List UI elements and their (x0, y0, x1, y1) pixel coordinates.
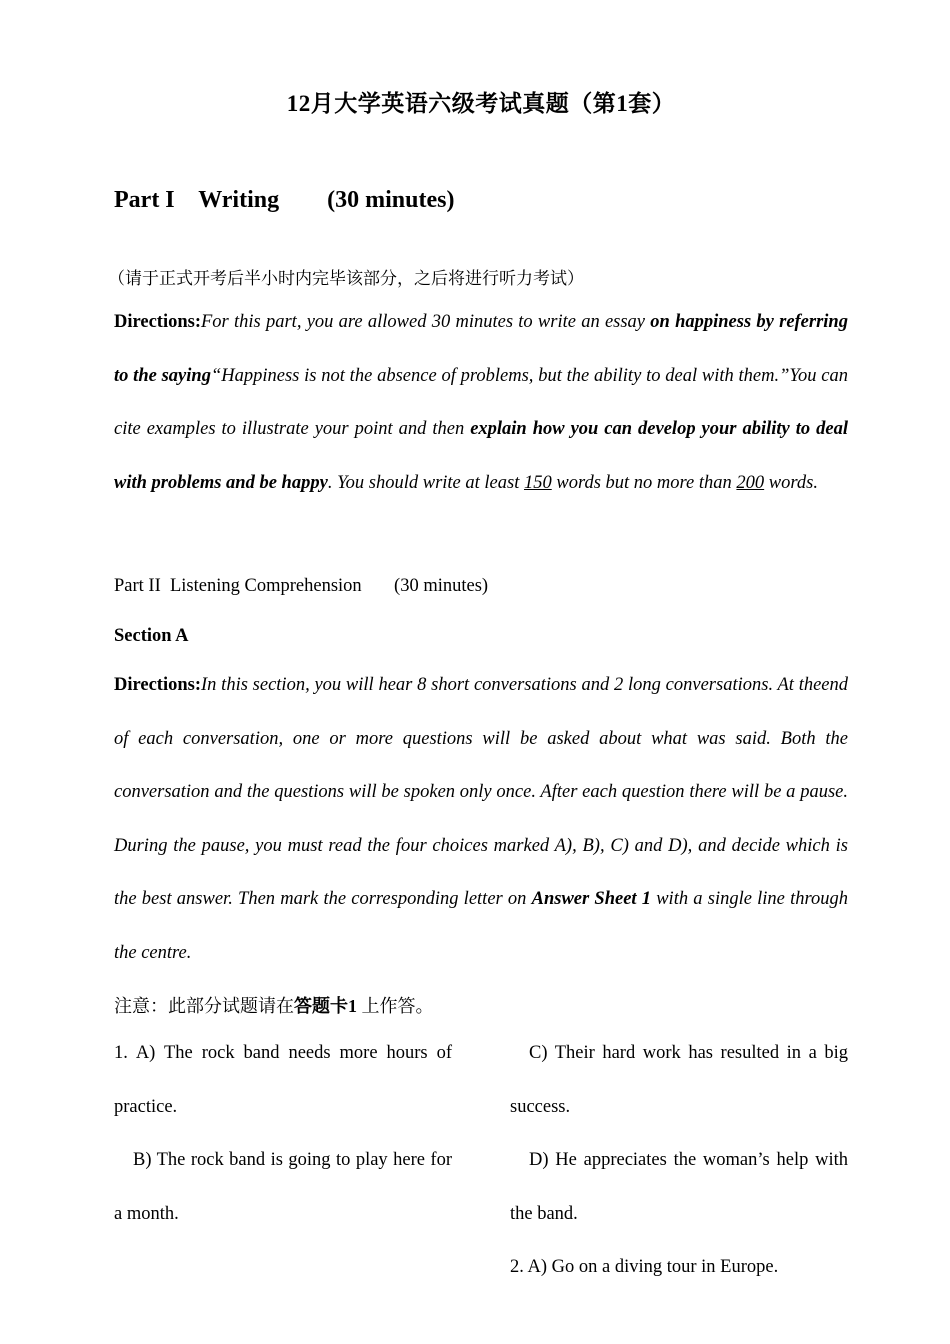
directions-text: words. (764, 472, 818, 493)
directions-text: with a single line through the centre. (114, 889, 848, 963)
directions-text: . At theend of each conversation, one or more questions will be asked about what was said. Both the conversation and the questions will be spoken only once. After each question there will be a pause. During the pause, you must read the four choices marked A), B), C) and D), and decide which is the best answer. Then mark the corresponding letter on (114, 675, 849, 910)
note-text: 上作答。 (357, 996, 434, 1016)
part1-heading: Part I Writing (30 minutes) (114, 187, 455, 213)
q1-option-d: D) He appreciates the woman’s help with the band. (510, 1150, 848, 1224)
document-page (108, 0, 849, 1344)
part1-directions (114, 296, 848, 510)
page-title: 12月大学英语六级考试真题（第1套） (286, 91, 676, 116)
max-words: 200 (736, 472, 765, 493)
directions-emphasis: on happiness by referring to the saying (114, 312, 848, 386)
part2-directions (114, 659, 848, 981)
directions-text: words but no more than (551, 472, 737, 493)
directions-label: Directions: (114, 675, 201, 695)
min-words: 150 (523, 472, 552, 493)
q1-option-c: C) Their hard work has resulted in a big success. (510, 1043, 848, 1117)
directions-text: For this part, you are allowed 30 minutes to write an essay (201, 312, 651, 332)
note-bold: 答题卡1 (294, 996, 357, 1016)
directions-quote: “Happiness is not the absence of problems, but the ability to deal with them.”You can cite examples to illustrate your point and then (114, 365, 848, 440)
q1-option-b: B) The rock band is going to play here for a month. (114, 1150, 452, 1224)
directions-text: In this section, you will hear 8 short conversations and 2 long conversations (201, 675, 769, 695)
directions-label: Directions: (114, 312, 201, 332)
q2-option-a: 2. A) Go on a diving tour in Europe. (510, 1257, 779, 1278)
question-column-right (510, 1027, 848, 1295)
directions-emphasis: explain how you can develop your ability to deal with problems and be happy (114, 419, 848, 493)
answer-sheet-ref: Answer Sheet 1 (531, 889, 652, 910)
question-column-left (114, 1027, 452, 1241)
section-a-heading: Section A (114, 626, 189, 646)
part2-heading: Part II Listening Comprehension (30 minutes) (114, 576, 489, 596)
directions-text: . You should write at least (327, 472, 524, 493)
part1-note: （请于正式开考后半小时内完毕该部分，之后将进行听力考试） (108, 269, 584, 288)
q1-option-a: 1. A) The rock band needs more hours of practice. (114, 1043, 452, 1117)
part2-note (114, 992, 434, 1018)
note-text: 注意：此部分试题请在 (114, 996, 294, 1016)
